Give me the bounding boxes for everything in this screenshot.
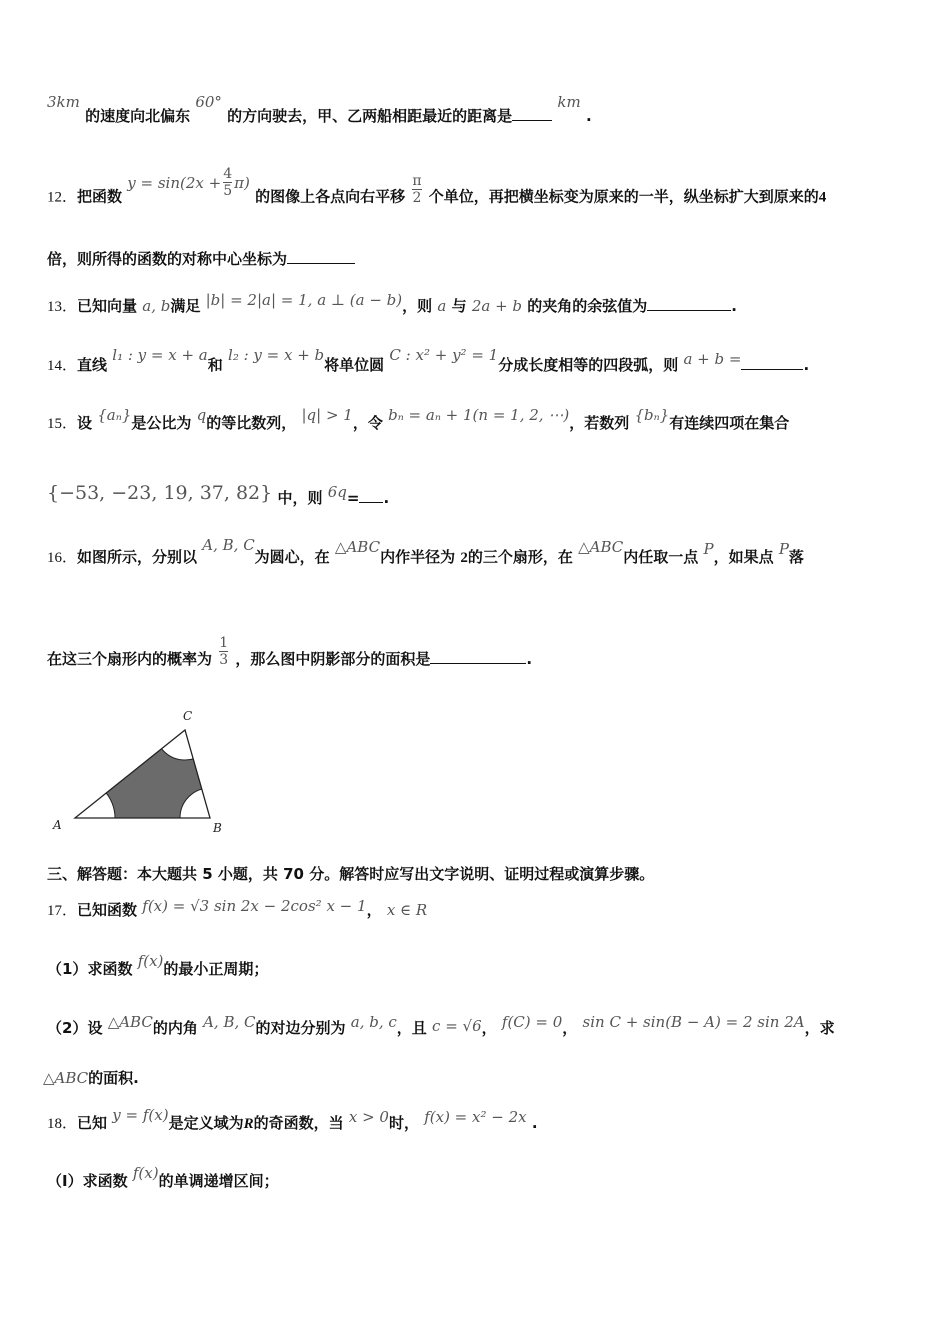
q17-text1: 已知函数 — [77, 901, 138, 919]
q15-text3: 的等比数列， — [206, 414, 297, 432]
q11-line — [47, 93, 910, 127]
math-cond: x > 0 — [348, 1108, 389, 1126]
math-tri: △ABC — [43, 1069, 89, 1087]
q17-part2-text4: ，且 — [396, 1019, 427, 1037]
q12-line2-text: 倍，则所得的函数的对称中心坐标为 — [47, 250, 288, 268]
math-a: a — [437, 297, 447, 315]
q17-part2-text1: 设 — [87, 1019, 103, 1037]
q17-text2: ， — [366, 901, 382, 919]
q18-text1: 已知 — [77, 1114, 108, 1132]
q16-text7: 落 — [788, 548, 804, 566]
q15-line2 — [47, 482, 910, 509]
q12-text1: 把函数 — [77, 187, 123, 206]
label-b: B — [213, 821, 222, 835]
q15-text4: ，令 — [352, 414, 383, 432]
math-condition: |b| = 2|a| = 1, a ⊥ (a − b) — [205, 291, 403, 309]
q17-part2-line2-text: 的面积. — [88, 1069, 139, 1087]
math-tri: △ABC — [107, 1013, 153, 1031]
q18-number: 18． — [47, 1116, 78, 1132]
q17-line — [47, 899, 910, 922]
answer-blank — [287, 247, 355, 264]
math-speed: 3km — [47, 93, 80, 111]
math-def: f(x) = x² − 2x — [424, 1108, 527, 1126]
q15-text7: 中，则 — [277, 489, 323, 507]
math-unit: km — [557, 93, 581, 111]
math-vars: a, b — [142, 297, 171, 315]
q15-text5: ，若数列 — [569, 414, 630, 432]
label-c: C — [183, 709, 193, 723]
section3-heading — [47, 863, 910, 885]
q14-text4: 分成长度相等的四段弧，则 — [498, 356, 679, 374]
frac-num: 4 — [223, 166, 233, 182]
q11-text2: 的方向驶去，甲、乙两船相距最近的距离是 — [227, 107, 513, 125]
answer-blank — [359, 486, 383, 503]
q13-text1: 已知向量 — [77, 297, 138, 315]
q16-text3: 内作半径为 — [380, 548, 456, 566]
q16-text6: ，如果点 — [713, 548, 774, 566]
math-func: f(x) = √3 sin 2x − 2cos² x − 1 — [142, 897, 367, 915]
math-fc: f(C) = 0 — [501, 1013, 563, 1031]
frac-num: 1 — [219, 635, 229, 651]
q13-text3: ，则 — [402, 297, 433, 315]
q12-func — [127, 166, 250, 199]
math-seq-a: {aₙ} — [97, 406, 132, 424]
math-c: c = √6 — [432, 1017, 482, 1035]
math-q: q — [196, 406, 207, 424]
math-sides: a, b, c — [350, 1013, 397, 1031]
math-circle: C : x² + y² = 1 — [389, 346, 499, 364]
q18-part1-text2: 的单调递增区间； — [158, 1172, 279, 1190]
frac-den: 3 — [219, 652, 229, 668]
q15-line1 — [47, 406, 910, 435]
q17-part2-text2: 的内角 — [152, 1019, 198, 1037]
math-func: y = f(x) — [112, 1106, 169, 1124]
math-p1: P — [703, 540, 714, 558]
q14-line — [47, 346, 910, 377]
math-fx: f(x) — [137, 952, 164, 970]
q13-line — [47, 291, 910, 318]
q18-line — [47, 1106, 910, 1135]
q17-part2-comma1: ， — [481, 1019, 497, 1037]
q16-end: . — [526, 650, 533, 668]
q17-part1 — [47, 952, 910, 980]
q15-text8: = — [346, 489, 360, 507]
q13-text4: 与 — [451, 297, 467, 315]
math-l1: l₁ : y = x + a — [112, 346, 208, 364]
q12-line1 — [47, 166, 910, 214]
q17-part2-line2 — [43, 1067, 910, 1089]
frac-den: 2 — [412, 189, 422, 206]
q14-text1: 直线 — [77, 356, 108, 374]
math-triangle2: △ABC — [578, 538, 624, 556]
q13-number: 13． — [47, 299, 78, 315]
answer-blank — [430, 647, 526, 664]
q15-text2: 是公比为 — [131, 414, 192, 432]
q11-end: . — [585, 107, 592, 125]
q13-text5: 的夹角的余弦值为 — [527, 297, 648, 315]
math-expr: 6q — [327, 483, 347, 501]
q12-line2 — [47, 247, 910, 270]
math-eq: sin C + sin(B − A) = 2 sin 2A — [582, 1013, 805, 1031]
math-cond: |q| > 1 — [301, 406, 353, 424]
q16-line2a: 在这三个扇形内的概率为 — [47, 650, 213, 668]
q18-part1-label: （I） — [47, 1172, 83, 1190]
q17-part2-label: （2） — [47, 1019, 88, 1037]
q16-line1 — [47, 536, 910, 569]
math-bdef: bₙ = aₙ + 1(n = 1, 2, ⋯) — [388, 406, 570, 424]
math-triangle1: △ABC — [334, 538, 381, 556]
q14-text3: 将单位圆 — [324, 356, 385, 374]
q18-text4: 时， — [388, 1114, 419, 1132]
q17-part1-text1: 求函数 — [87, 960, 133, 978]
q17-part1-text2: 的最小正周期； — [163, 960, 269, 978]
math-angle: 60° — [195, 93, 222, 111]
q17-part2 — [47, 1013, 910, 1039]
frac-num: π — [412, 172, 422, 189]
q17-part2-text3: 的对边分别为 — [255, 1019, 346, 1037]
q16-text1: 如图所示，分别以 — [77, 548, 198, 566]
q16-text4: 的三个扇形，在 — [467, 548, 573, 566]
q12-text3: 个单位，再把横坐标变为原来的一半，纵坐标扩大到原来的 — [428, 187, 819, 206]
q15-end: . — [383, 489, 390, 507]
label-a: A — [53, 818, 62, 832]
fraction-pi-2 — [412, 173, 421, 206]
math-radius: 2 — [460, 550, 468, 566]
frac-den: 5 — [223, 183, 233, 199]
triangle-figure — [45, 705, 235, 840]
section3-heading-text: 三、解答题：本大题共 5 小题，共 70 分。解答时应写出文字说明、证明过程或演算步骤。 — [47, 865, 655, 883]
q15-text6: 有连续四项在集合 — [669, 414, 790, 432]
q11-text1: 的速度向北偏东 — [85, 107, 191, 125]
math-R: R — [243, 1116, 254, 1132]
math-seq-b: {bₙ} — [634, 406, 670, 424]
q12-factor: 4 — [818, 189, 827, 206]
math-domain: x ∈ R — [386, 901, 428, 919]
math-l2: l₂ : y = x + b — [228, 346, 325, 364]
answer-blank — [741, 353, 803, 370]
math-p2: P — [778, 540, 789, 558]
q12-number: 12． — [47, 189, 78, 206]
math-set: {−53, −23, 19, 37, 82} — [47, 482, 273, 504]
q13-text2: 满足 — [170, 297, 201, 315]
math-func-left: y = sin(2x + — [127, 173, 222, 192]
math-fx: f(x) — [132, 1164, 159, 1182]
math-func-right: π) — [234, 173, 250, 192]
q15-text1: 设 — [77, 414, 93, 432]
q15-number: 15． — [47, 416, 78, 432]
q16-text2: 为圆心，在 — [254, 548, 330, 566]
math-expr: 2a + b — [471, 297, 523, 315]
q16-number: 16． — [47, 550, 78, 566]
answer-blank — [647, 294, 731, 311]
q18-part1 — [47, 1164, 910, 1192]
math-expr: a + b = — [683, 350, 742, 368]
q16-text5: 内任取一点 — [623, 548, 699, 566]
q14-text2: 和 — [207, 356, 223, 374]
q18-end: . — [531, 1114, 538, 1132]
math-points: A, B, C — [202, 536, 255, 554]
q14-end: . — [803, 356, 810, 374]
q16-line2b: ，那么图中阴影部分的面积是 — [235, 650, 431, 668]
fraction-1-3 — [219, 635, 228, 668]
answer-blank — [512, 104, 552, 121]
q13-end: . — [731, 297, 737, 315]
q18-text2: 是定义域为 — [168, 1114, 244, 1132]
fraction-4-5 — [223, 166, 232, 199]
q14-number: 14． — [47, 358, 78, 374]
q17-part1-label: （1） — [47, 960, 88, 978]
q12-text2: 的图像上各点向右平移 — [255, 187, 406, 206]
q17-part2-text5: ，求 — [804, 1019, 835, 1037]
math-angles: A, B, C — [203, 1013, 256, 1031]
q18-text3: 的奇函数，当 — [253, 1114, 344, 1132]
q17-number: 17． — [47, 903, 78, 919]
q17-part2-comma2: ， — [562, 1019, 578, 1037]
q16-line2 — [47, 635, 910, 676]
q18-part1-text1: 求函数 — [82, 1172, 128, 1190]
